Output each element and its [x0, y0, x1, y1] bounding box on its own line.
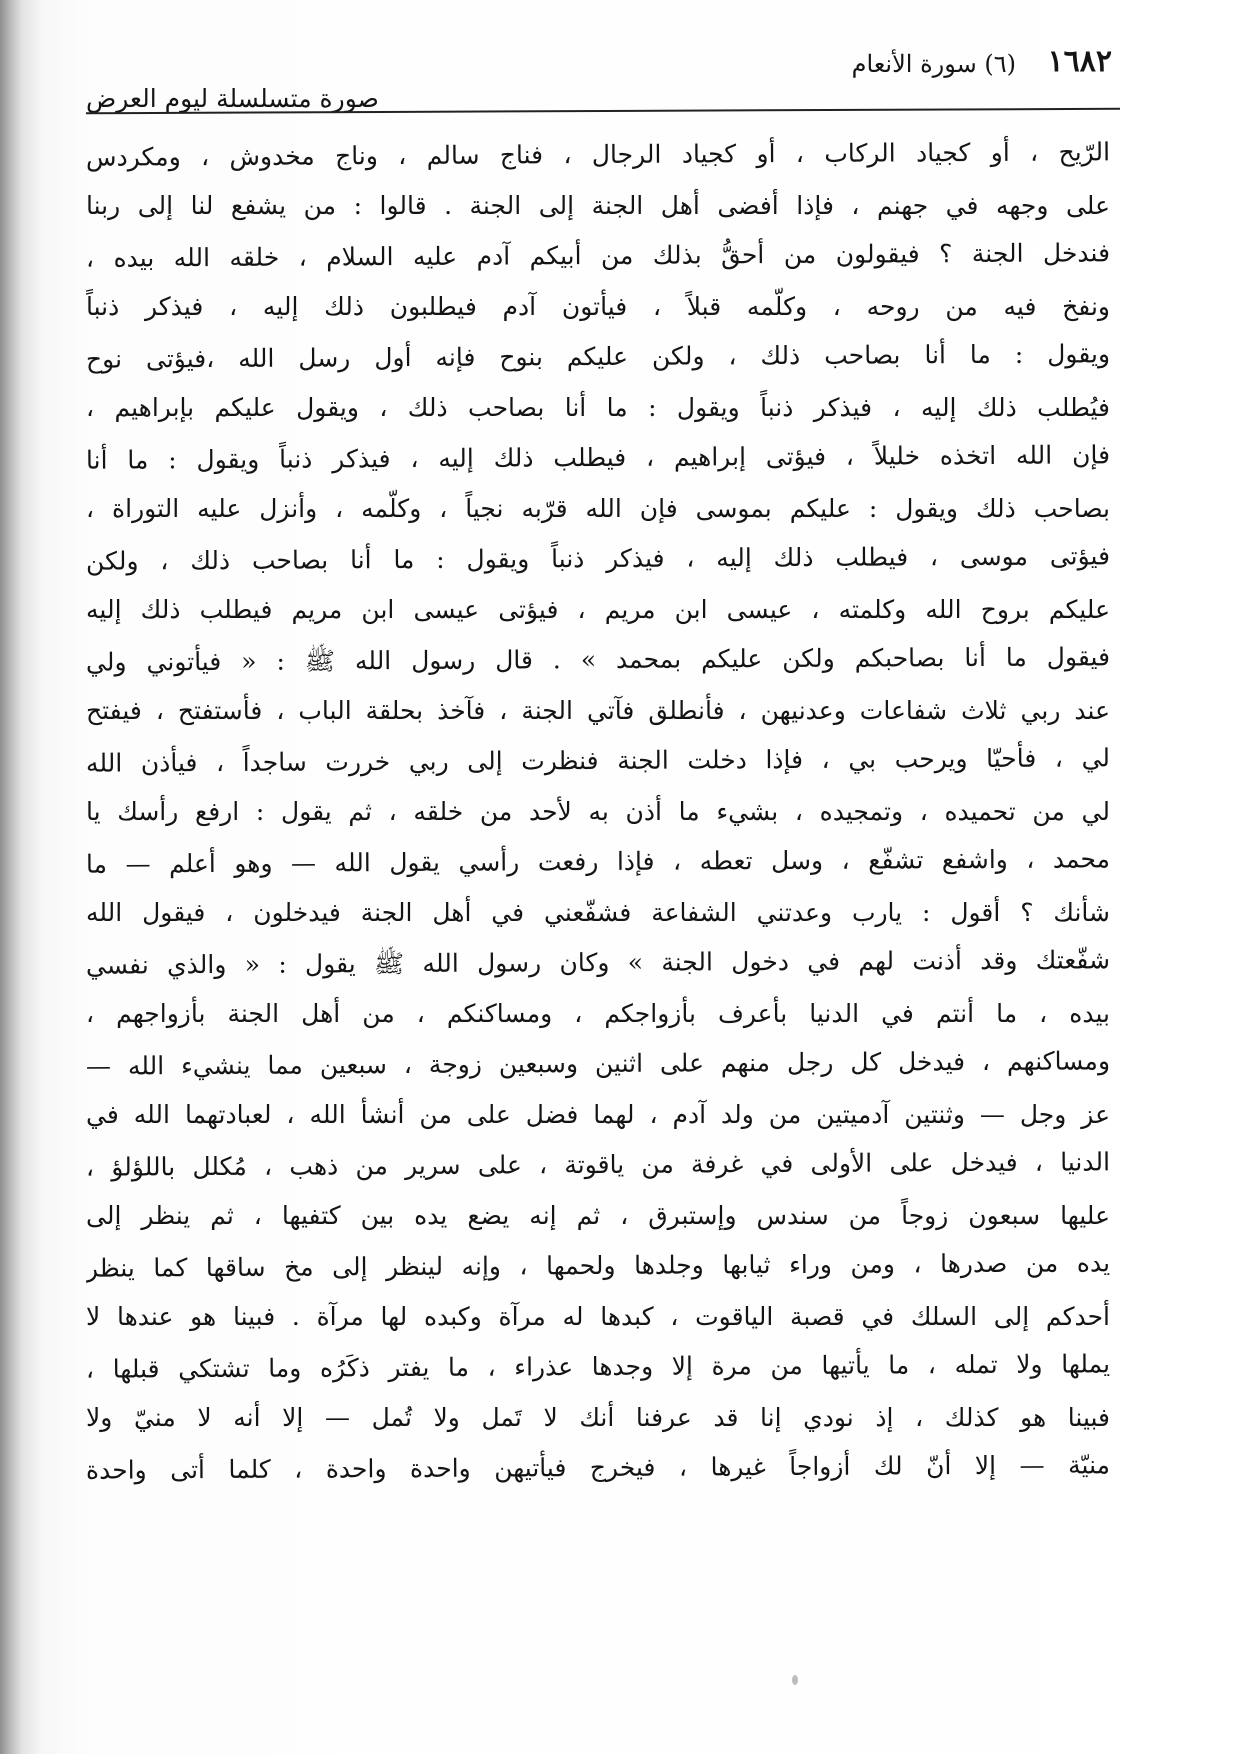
- text-line: يده من صدرها ، ومن وراء ثيابها وجلدها ولحمها ، وإنه لينظر إلى مخ ساقها كما ينظر: [85, 1248, 1111, 1283]
- page-header: [86, 44, 1112, 113]
- text-line: عليكم بروح الله وكلمته ، عيسى ابن مريم ، فيؤتى عيسى ابن مريم فيطلب ذلك إليه: [86, 594, 1110, 624]
- text-line: عليها سبعون زوجاً من سندس وإستبرق ، ثم إنه يضع يده بين كتفيها ، ثم ينظر إلى: [86, 1200, 1110, 1230]
- scan-speck: [792, 1675, 798, 1685]
- text-line: منيّة — إلا أنّ لك أزواجاً غيرها ، فيخرج فيأتيهن واحدة واحدة ، كلما أتى واحدة: [85, 1450, 1111, 1485]
- text-line: شأنك ؟ أقول : يارب وعدتني الشفاعة فشفّعني في أهل الجنة فيدخلون ، فيقول الله: [86, 897, 1110, 927]
- surah-title: (٦) سورة الأنعام: [851, 50, 1016, 78]
- text-line: محمد ، واشفع تشفّع ، وسل تعطه ، فإذا رفعت رأسي يقول الله — وهو أعلم — ما: [85, 844, 1111, 879]
- page-number: ١٦٨٢: [1047, 44, 1112, 79]
- text-line: فإن الله اتخذه خليلاً ، فيؤتى إبراهيم ، فيطلب ذلك إليه ، فيذكر ذنباً ويقول : ما أنا: [85, 440, 1111, 475]
- text-line: فيؤتى موسى ، فيطلب ذلك إليه ، فيذكر ذنباً ويقول : ما أنا بصاحب ذلك ، ولكن: [85, 541, 1111, 576]
- text-line: فبينا هو كذلك ، إذ نودي إنا قد عرفنا أنك لا تَمل ولا تُمل — إلا أنه لا منيّ ولا: [86, 1402, 1110, 1432]
- text-line: بيده ، ما أنتم في الدنيا بأعرف بأزواجكم ، ومساكنكم ، من أهل الجنة بأزواجهم ،: [86, 998, 1110, 1028]
- text-line: ومساكنهم ، فيدخل كل رجل منهم على اثنين وسبعين زوجة ، سبعين مما ينشيء الله —: [85, 1046, 1111, 1081]
- text-line: على وجهه في جهنم ، فإذا أفضى أهل الجنة إلى الجنة . قالوا : من يشفع لنا إلى ربنا: [86, 190, 1110, 220]
- text-line: ويقول : ما أنا بصاحب ذلك ، ولكن عليكم بنوح فإنه أول رسل الله ،فيؤتى نوح: [85, 339, 1111, 374]
- text-line: عز وجل — وثنتين آدميتين من ولد آدم ، لهما فضل على من أنشأ الله ، لعبادتهما الله في: [86, 1099, 1110, 1129]
- text-line: الدنيا ، فيدخل على الأولى في غرفة من ياقوتة ، على سرير من ذهب ، مُكلل باللؤلؤ ،: [85, 1147, 1111, 1182]
- text-line: يملها ولا تمله ، ما يأتيها من مرة إلا وجدها عذراء ، ما يفتر ذكَرُه وما تشتكي قبلها ،: [85, 1349, 1111, 1384]
- text-line: شفّعتك وقد أذنت لهم في دخول الجنة » وكان رسول الله ﷺ يقول : « والذي نفسي: [85, 945, 1111, 980]
- text-line: عند ربي ثلاث شفاعات وعدنيهن ، فأنطلق فآتي الجنة ، فآخذ بحلقة الباب ، فأستفتح ، فيفتح: [86, 695, 1110, 725]
- text-line: لي ، فأحيّا ويرحب بي ، فإذا دخلت الجنة فنظرت إلى ربي خررت ساجداً ، فيأذن الله: [85, 743, 1111, 778]
- text-line: أحدكم إلى السلك في قصبة الياقوت ، كبدها له مرآة وكبده لها مرآة . فبينا هو عندها لا: [86, 1301, 1110, 1331]
- running-title: صورة متسلسلة ليوم العرض: [86, 84, 379, 113]
- text-line: فيُطلب ذلك إليه ، فيذكر ذنباً ويقول : ما أنا بصاحب ذلك ، ويقول عليكم بإبراهيم ،: [86, 392, 1110, 422]
- text-line: بصاحب ذلك ويقول : عليكم بموسى فإن الله قرّبه نجياً ، وكلّمه ، وأنزل عليه التوراة ،: [86, 493, 1110, 523]
- text-line: فندخل الجنة ؟ فيقولون من أحقُّ بذلك من أبيكم آدم عليه السلام ، خلقه الله بيده ،: [85, 238, 1111, 273]
- text-line: ونفخ فيه من روحه ، وكلّمه قبلاً ، فيأتون آدم فيطلبون ذلك إليه ، فيذكر ذنباً: [86, 291, 1110, 321]
- text-line: لي من تحميده ، وتمجيده ، بشيء ما أذن به لأحد من خلقه ، ثم يقول : ارفع رأسك يا: [86, 796, 1110, 826]
- text-line: فيقول ما أنا بصاحبكم ولكن عليكم بمحمد » . قال رسول الله ﷺ : « فيأتوني ولي: [85, 642, 1111, 677]
- text-line: الرّيح ، أو كجياد الركاب ، أو كجياد الرجال ، فناج سالم ، وناج مخدوش ، ومكردس: [85, 137, 1111, 172]
- body-text: [86, 130, 1110, 1650]
